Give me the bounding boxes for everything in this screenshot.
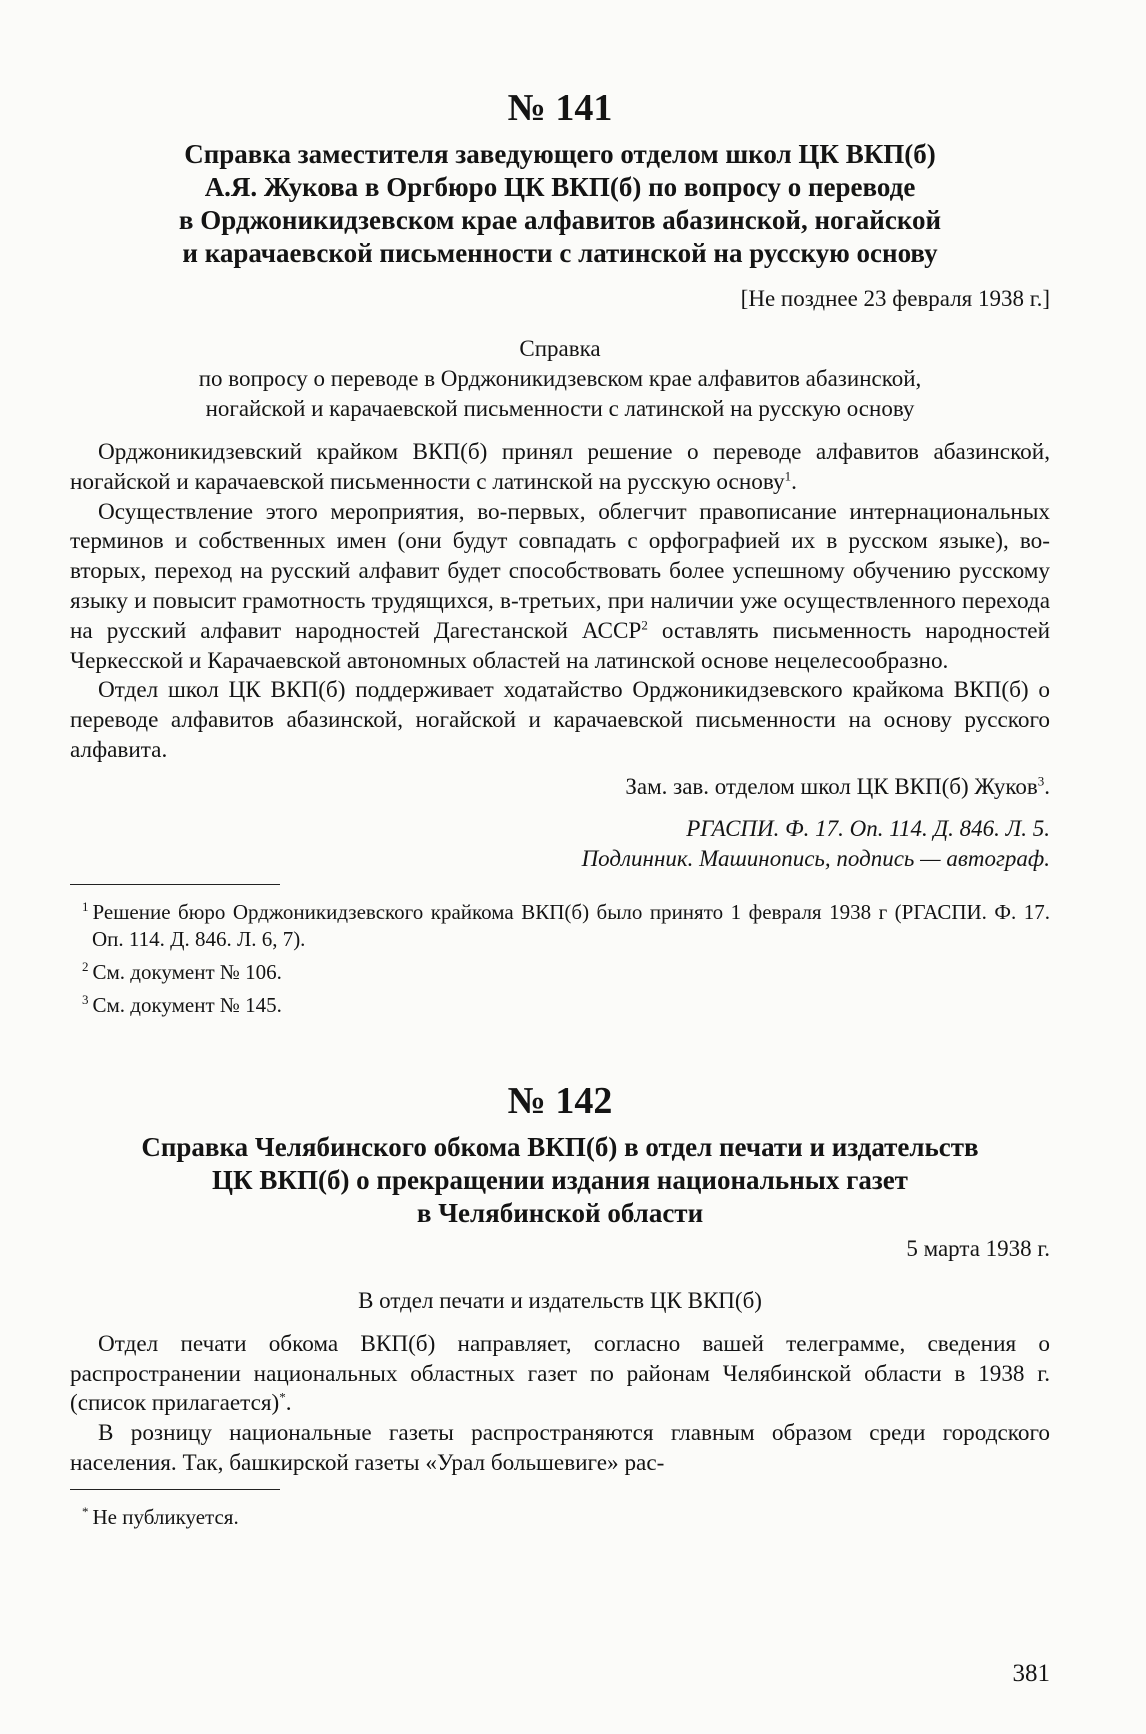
footnote-number: 1 xyxy=(82,898,89,914)
signature-text: Зам. зав. отделом школ ЦК ВКП(б) Жуков xyxy=(625,773,1038,799)
footnote xyxy=(70,953,1050,986)
document-heading xyxy=(70,138,1050,270)
footnote-ref: 2 xyxy=(641,617,648,633)
paragraph-text: . xyxy=(285,1390,292,1417)
footnote-number: * xyxy=(82,1503,89,1519)
archive-note: Подлинник. Машинопись, подпись — автограф. xyxy=(581,845,1050,871)
footnote-text: Не публикуется. xyxy=(92,1504,239,1529)
paragraph-text: Отдел печати обкома ВКП(б) направляет, согласно вашей телеграмме, сведения о распространении национальных областных газет по районам Челябинской области в 1938 г. (список прилагается) xyxy=(70,1330,1050,1417)
paragraph xyxy=(70,1330,1050,1419)
heading-line: в Орджоникидзевском крае алфавитов абазинской, ногайской xyxy=(178,205,942,235)
document-date: [Не позднее 23 февраля 1938 г.] xyxy=(740,286,1050,311)
document-number: № 141 xyxy=(507,87,613,129)
footnote xyxy=(70,893,1050,953)
footnote-text: См. документ № 145. xyxy=(92,992,282,1017)
paragraph xyxy=(70,438,1050,498)
heading-line: Справка Челябинского обкома ВКП(б) в отдел печати и издательств xyxy=(141,1131,979,1162)
paragraph: В розницу национальные газеты распространяются главным образом среди городского населения. Так, башкирской газеты «Урал большевиге» рас- xyxy=(70,1420,1050,1476)
archive-reference: РГАСПИ. Ф. 17. Оп. 114. Д. 846. Л. 5. xyxy=(686,815,1050,841)
paragraph-text: . xyxy=(791,468,797,495)
footnote-ref: 1 xyxy=(784,468,792,484)
footnote-ref: 3 xyxy=(1037,773,1045,789)
signature-text: . xyxy=(1044,773,1050,799)
paragraph-text: Орджоникидзевский крайком ВКП(б) принял решение о переводе алфавитов абазинской, ногайской и карачаевской письменности с латинской на русскую основу xyxy=(70,439,1050,495)
document-heading xyxy=(70,1131,1050,1230)
footnote-number: 2 xyxy=(82,958,89,974)
heading-line: и карачаевской письменности с латинской на русскую основу xyxy=(182,238,938,268)
heading-line: в Челябинской области xyxy=(416,1197,704,1228)
footnote-divider xyxy=(70,1489,280,1490)
heading-line: А.Я. Жукова в Оргбюро ЦК ВКП(б) по вопросу о переводе xyxy=(204,172,916,202)
footnote-number: 3 xyxy=(82,991,89,1007)
document-page xyxy=(70,88,1050,1531)
footnote-ref: * xyxy=(279,1389,286,1405)
addressee: В отдел печати и издательств ЦК ВКП(б) xyxy=(358,1287,762,1313)
paragraph xyxy=(70,498,1050,677)
document-142 xyxy=(70,1081,1050,1531)
document-number: № 142 xyxy=(507,1079,613,1122)
heading-line: ЦК ВКП(б) о прекращении издания национальных газет xyxy=(212,1164,908,1195)
page-number: 381 xyxy=(1012,1660,1050,1687)
footnote-divider xyxy=(70,884,280,885)
document-141 xyxy=(70,88,1050,1019)
paragraph: Отдел школ ЦК ВКП(б) поддерживает ходатайство Орджоникидзевского крайкома ВКП(б) о переводе алфавитов абазинской, ногайской и карачаевской письменности на основу русского алфавита. xyxy=(70,677,1050,763)
sub-title-line: по вопросу о переводе в Орджоникидзевском крае алфавитов абазинской, xyxy=(198,366,922,391)
paragraph-text: оставлять письменность народностей Черкесской и Карачаевской автономных областей на латинской основе нецелесообразно. xyxy=(70,617,1050,674)
paragraph-text: Осуществление этого мероприятия, во-первых, облегчит правописание интернациональных терминов и собственных имен (они будут совпадать с орфографией их в русском языке), во-вторых, переход на русский алфавит будет способствовать более успешному обучению русскому языку и повысит грамотность трудящихся, в-третьих, при наличии уже осуществленного перехода на русский алфавит народностей Дагестанской АССР xyxy=(70,498,1050,644)
footnote-text: Решение бюро Орджоникидзевского крайкома ВКП(б) было принято 1 февраля 1938 г (РГАСПИ. Ф. 17. Оп. 114. Д. 846. Л. 6, 7). xyxy=(92,899,1050,951)
document-date: 5 марта 1938 г. xyxy=(906,1235,1050,1261)
footnote-text: См. документ № 106. xyxy=(92,959,282,984)
footnote xyxy=(70,1498,1050,1531)
footnote xyxy=(70,986,1050,1019)
sub-title: Справка xyxy=(519,336,601,361)
heading-line: Справка заместителя заведующего отделом школ ЦК ВКП(б) xyxy=(184,139,936,169)
signature xyxy=(70,772,1050,802)
sub-title-line: ногайской и карачаевской письменности с латинской на русскую основу xyxy=(205,396,915,421)
